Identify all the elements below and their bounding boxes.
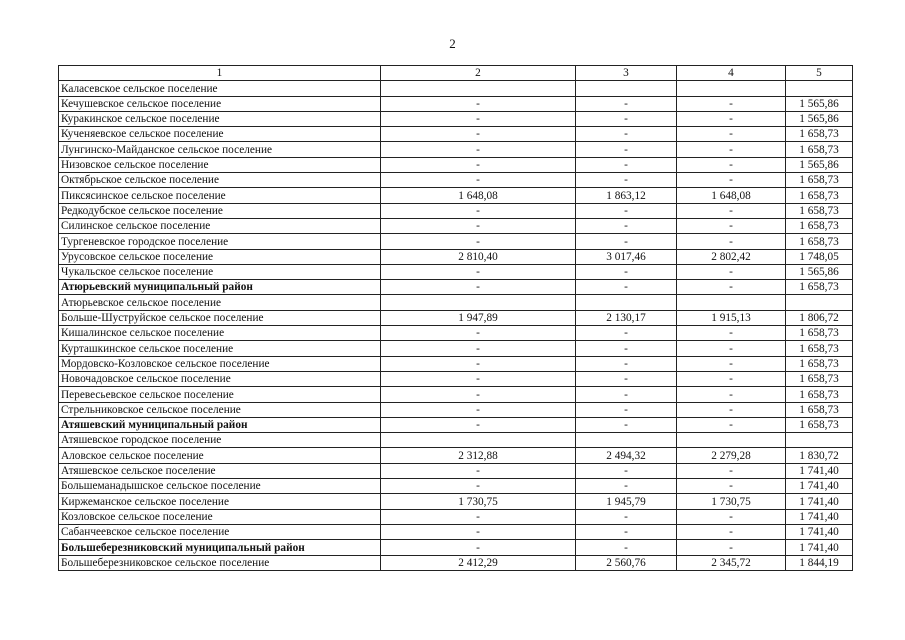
value-cell-2: - <box>381 509 576 524</box>
header-cell-3: 3 <box>576 66 677 81</box>
value-cell-2: 1 648,08 <box>381 188 576 203</box>
value-cell-4: - <box>677 417 786 432</box>
value-cell-5: 1 658,73 <box>786 280 853 295</box>
table-row <box>59 448 853 463</box>
header-cell-2: 2 <box>381 66 576 81</box>
value-cell-5: 1 658,73 <box>786 203 853 218</box>
value-cell-3: - <box>576 142 677 157</box>
value-cell-4: - <box>677 540 786 555</box>
table-row <box>59 509 853 524</box>
table-row <box>59 203 853 218</box>
value-cell-2: - <box>381 111 576 126</box>
settlement-name-cell: Тургеневское городское поселение <box>59 234 381 249</box>
value-cell-4: 2 279,28 <box>677 448 786 463</box>
value-cell-5: 1 741,40 <box>786 463 853 478</box>
value-cell-3 <box>576 433 677 448</box>
value-cell-4: - <box>677 264 786 279</box>
settlement-name-cell: Атюрьевское сельское поселение <box>59 295 381 310</box>
value-cell-5: 1 565,86 <box>786 111 853 126</box>
settlement-name-cell: Аловское сельское поселение <box>59 448 381 463</box>
value-cell-4: - <box>677 234 786 249</box>
value-cell-5: 1 658,73 <box>786 341 853 356</box>
table-row <box>59 111 853 126</box>
section-row <box>59 540 853 555</box>
value-cell-4: - <box>677 127 786 142</box>
table-row <box>59 463 853 478</box>
value-cell-3: - <box>576 264 677 279</box>
value-cell-3: 3 017,46 <box>576 249 677 264</box>
value-cell-4: 2 345,72 <box>677 555 786 570</box>
value-cell-4 <box>677 295 786 310</box>
value-cell-3: 2 130,17 <box>576 310 677 325</box>
value-cell-2: 2 810,40 <box>381 249 576 264</box>
value-cell-2: 1 947,89 <box>381 310 576 325</box>
table-row <box>59 81 853 96</box>
table-row <box>59 127 853 142</box>
settlement-name-cell: Кученяевское сельское поселение <box>59 127 381 142</box>
value-cell-2: - <box>381 203 576 218</box>
settlement-name-cell: Большеберезниковский муниципальный район <box>59 540 381 555</box>
settlement-name-cell: Большеманадышское сельское поселение <box>59 479 381 494</box>
table-row <box>59 173 853 188</box>
value-cell-5: 1 658,73 <box>786 417 853 432</box>
settlement-name-cell: Атяшевское сельское поселение <box>59 463 381 478</box>
value-cell-2: - <box>381 479 576 494</box>
value-cell-2: - <box>381 234 576 249</box>
table-row <box>59 249 853 264</box>
table-header-row <box>59 66 853 81</box>
value-cell-3: - <box>576 479 677 494</box>
value-cell-3: - <box>576 417 677 432</box>
value-cell-4: - <box>677 157 786 172</box>
settlement-name-cell: Чукальское сельское поселение <box>59 264 381 279</box>
value-cell-4: - <box>677 96 786 111</box>
value-cell-2: 1 730,75 <box>381 494 576 509</box>
table-row <box>59 264 853 279</box>
value-cell-5: 1 658,73 <box>786 356 853 371</box>
header-cell-1: 1 <box>59 66 381 81</box>
value-cell-5: 1 565,86 <box>786 264 853 279</box>
value-cell-3: - <box>576 157 677 172</box>
value-cell-3: - <box>576 371 677 386</box>
value-cell-3: - <box>576 341 677 356</box>
value-cell-5 <box>786 81 853 96</box>
table-row <box>59 356 853 371</box>
header-cell-4: 4 <box>677 66 786 81</box>
settlement-name-cell: Козловское сельское поселение <box>59 509 381 524</box>
value-cell-5: 1 658,73 <box>786 234 853 249</box>
value-cell-5: 1 658,73 <box>786 326 853 341</box>
settlement-name-cell: Мордовско-Козловское сельское поселение <box>59 356 381 371</box>
value-cell-4: - <box>677 326 786 341</box>
value-cell-4: - <box>677 371 786 386</box>
header-cell-5: 5 <box>786 66 853 81</box>
settlement-name-cell: Кишалинское сельское поселение <box>59 326 381 341</box>
page-number: 2 <box>449 36 456 51</box>
value-cell-5: 1 806,72 <box>786 310 853 325</box>
value-cell-2: - <box>381 173 576 188</box>
value-cell-2: - <box>381 356 576 371</box>
value-cell-5: 1 658,73 <box>786 387 853 402</box>
value-cell-3: 1 945,79 <box>576 494 677 509</box>
settlement-name-cell: Перевесьевское сельское поселение <box>59 387 381 402</box>
table-row <box>59 402 853 417</box>
settlement-name-cell: Урусовское сельское поселение <box>59 249 381 264</box>
table-row <box>59 157 853 172</box>
section-row <box>59 280 853 295</box>
table-row <box>59 387 853 402</box>
value-cell-3: - <box>576 326 677 341</box>
value-cell-2: - <box>381 371 576 386</box>
value-cell-4: - <box>677 280 786 295</box>
settlement-name-cell: Пиксясинское сельское поселение <box>59 188 381 203</box>
value-cell-2: - <box>381 264 576 279</box>
value-cell-2: 2 412,29 <box>381 555 576 570</box>
value-cell-3: - <box>576 111 677 126</box>
table-row <box>59 188 853 203</box>
value-cell-5: 1 741,40 <box>786 494 853 509</box>
value-cell-3: - <box>576 509 677 524</box>
value-cell-5: 1 741,40 <box>786 524 853 539</box>
value-cell-2: - <box>381 157 576 172</box>
value-cell-5: 1 830,72 <box>786 448 853 463</box>
value-cell-3: - <box>576 203 677 218</box>
settlement-name-cell: Низовское сельское поселение <box>59 157 381 172</box>
value-cell-2: - <box>381 417 576 432</box>
value-cell-5: 1 658,73 <box>786 218 853 233</box>
table-row <box>59 234 853 249</box>
value-cell-3: - <box>576 96 677 111</box>
settlement-name-cell: Новочадовское сельское поселение <box>59 371 381 386</box>
value-cell-2 <box>381 81 576 96</box>
value-cell-2: - <box>381 463 576 478</box>
settlement-name-cell: Большеберезниковское сельское поселение <box>59 555 381 570</box>
value-cell-4: - <box>677 463 786 478</box>
settlement-name-cell: Кечушевское сельское поселение <box>59 96 381 111</box>
settlement-name-cell: Больше-Шуструйское сельское поселение <box>59 310 381 325</box>
value-cell-3 <box>576 295 677 310</box>
value-cell-2: - <box>381 218 576 233</box>
settlement-name-cell: Сабанчеевское сельское поселение <box>59 524 381 539</box>
value-cell-4: 1 648,08 <box>677 188 786 203</box>
table-row <box>59 433 853 448</box>
value-cell-3: - <box>576 280 677 295</box>
table-row <box>59 371 853 386</box>
value-cell-2: - <box>381 524 576 539</box>
value-cell-2: - <box>381 387 576 402</box>
tariff-table <box>58 65 853 571</box>
value-cell-5: 1 658,73 <box>786 127 853 142</box>
settlement-name-cell: Каласевское сельское поселение <box>59 81 381 96</box>
value-cell-4: - <box>677 387 786 402</box>
value-cell-2: 2 312,88 <box>381 448 576 463</box>
table-row <box>59 479 853 494</box>
value-cell-5: 1 844,19 <box>786 555 853 570</box>
value-cell-4: - <box>677 341 786 356</box>
settlement-name-cell: Атюрьевский муниципальный район <box>59 280 381 295</box>
settlement-name-cell: Атяшевский муниципальный район <box>59 417 381 432</box>
settlement-name-cell: Стрельниковское сельское поселение <box>59 402 381 417</box>
section-row <box>59 417 853 432</box>
table-row <box>59 326 853 341</box>
table-row <box>59 218 853 233</box>
value-cell-3: 1 863,12 <box>576 188 677 203</box>
settlement-name-cell: Атяшевское городское поселение <box>59 433 381 448</box>
value-cell-2: - <box>381 127 576 142</box>
table-row <box>59 142 853 157</box>
table-row <box>59 341 853 356</box>
value-cell-4: 1 915,13 <box>677 310 786 325</box>
value-cell-3: - <box>576 524 677 539</box>
table-row <box>59 310 853 325</box>
value-cell-2: - <box>381 402 576 417</box>
value-cell-4 <box>677 81 786 96</box>
value-cell-5 <box>786 295 853 310</box>
value-cell-5: 1 748,05 <box>786 249 853 264</box>
value-cell-4 <box>677 433 786 448</box>
value-cell-3: - <box>576 218 677 233</box>
table-row <box>59 524 853 539</box>
table-row <box>59 96 853 111</box>
value-cell-5: 1 658,73 <box>786 142 853 157</box>
settlement-name-cell: Силинское сельское поселение <box>59 218 381 233</box>
value-cell-2 <box>381 295 576 310</box>
value-cell-4: - <box>677 509 786 524</box>
value-cell-5: 1 741,40 <box>786 479 853 494</box>
value-cell-3: - <box>576 402 677 417</box>
value-cell-5: 1 565,86 <box>786 96 853 111</box>
value-cell-4: - <box>677 402 786 417</box>
value-cell-3: 2 560,76 <box>576 555 677 570</box>
value-cell-3: - <box>576 234 677 249</box>
value-cell-3: - <box>576 463 677 478</box>
value-cell-4: - <box>677 203 786 218</box>
table-row <box>59 555 853 570</box>
value-cell-5: 1 658,73 <box>786 173 853 188</box>
value-cell-2: - <box>381 540 576 555</box>
value-cell-4: - <box>677 479 786 494</box>
value-cell-2: - <box>381 341 576 356</box>
value-cell-5 <box>786 433 853 448</box>
value-cell-4: - <box>677 524 786 539</box>
value-cell-2 <box>381 433 576 448</box>
value-cell-3: - <box>576 173 677 188</box>
value-cell-3: - <box>576 127 677 142</box>
value-cell-5: 1 658,73 <box>786 188 853 203</box>
settlement-name-cell: Куракинское сельское поселение <box>59 111 381 126</box>
value-cell-5: 1 658,73 <box>786 371 853 386</box>
table-row <box>59 494 853 509</box>
value-cell-2: - <box>381 96 576 111</box>
value-cell-4: - <box>677 111 786 126</box>
value-cell-4: - <box>677 356 786 371</box>
value-cell-2: - <box>381 280 576 295</box>
value-cell-2: - <box>381 326 576 341</box>
settlement-name-cell: Октябрьское сельское поселение <box>59 173 381 188</box>
value-cell-5: 1 741,40 <box>786 540 853 555</box>
settlement-name-cell: Редкодубское сельское поселение <box>59 203 381 218</box>
value-cell-4: - <box>677 142 786 157</box>
value-cell-4: 2 802,42 <box>677 249 786 264</box>
value-cell-3: - <box>576 387 677 402</box>
settlement-name-cell: Лунгинско-Майданское сельское поселение <box>59 142 381 157</box>
value-cell-3: - <box>576 540 677 555</box>
value-cell-3: - <box>576 356 677 371</box>
value-cell-2: - <box>381 142 576 157</box>
value-cell-5: 1 565,86 <box>786 157 853 172</box>
settlement-name-cell: Курташкинское сельское поселение <box>59 341 381 356</box>
value-cell-5: 1 658,73 <box>786 402 853 417</box>
table-row <box>59 295 853 310</box>
value-cell-3 <box>576 81 677 96</box>
value-cell-4: 1 730,75 <box>677 494 786 509</box>
value-cell-3: 2 494,32 <box>576 448 677 463</box>
settlement-name-cell: Киржеманское сельское поселение <box>59 494 381 509</box>
value-cell-5: 1 741,40 <box>786 509 853 524</box>
value-cell-4: - <box>677 218 786 233</box>
value-cell-4: - <box>677 173 786 188</box>
